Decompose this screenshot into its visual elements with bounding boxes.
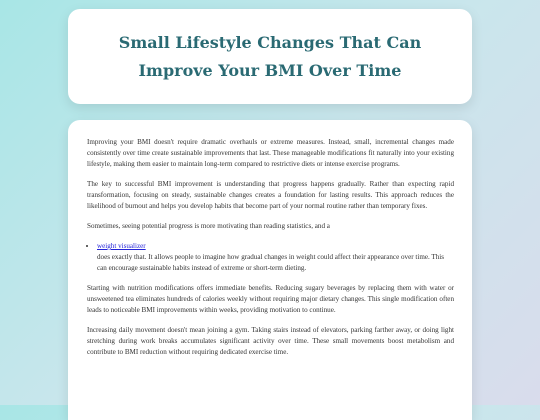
article-body xyxy=(68,120,472,420)
list-item xyxy=(97,241,454,274)
tool-list xyxy=(87,241,454,274)
weight-visualizer-link[interactable]: • weight visualizer xyxy=(97,242,146,250)
list-item-description: does exactly that. It allows people to imagine how gradual changes in weight could affect their appearance over time. This can encourage sustainable habits instead of extreme or short-term dieting. xyxy=(97,253,445,272)
paragraph-nutrition: Starting with nutrition modifications offers immediate benefits. Reducing sugary beverages by replacing them with water or unsweetened tea eliminates hundreds of calories weekly without requiring major dietary changes. This single modification often leads to noticeable BMI improvements within weeks, providing motivation to continue. xyxy=(87,284,454,314)
page-title: Small Lifestyle Changes That Can Improve Your BMI Over Time xyxy=(118,32,422,80)
paragraph-movement: Increasing daily movement doesn't mean joining a gym. Taking stairs instead of elevators, parking farther away, or doing light stretching during work breaks accumulates significant activity over time. These small movements boost metabolism and contribute to BMI reduction without requiring dedicated exercise time. xyxy=(87,326,454,356)
paragraph-lead-in: Sometimes, seeing potential progress is more motivating than reading statistics, and a xyxy=(87,222,330,230)
paragraph-intro: Improving your BMI doesn't require dramatic overhauls or extreme measures. Instead, small, incremental changes made consistently over time create sustainable improvements that last. These manageable modifications fit naturally into your existing lifestyle, making them easier to maintain long-term compared to restrictive diets or intense exercise programs. xyxy=(87,138,454,168)
title-card xyxy=(68,9,472,104)
paragraph-key: The key to successful BMI improvement is understanding that progress happens gradually. Rather than expecting rapid transformation, focusing on steady, sustainable changes creates a foundation for lasting results. This approach reduces the likelihood of burnout and helps you develop habits that become part of your normal routine rather than temporary fixes. xyxy=(87,180,454,210)
